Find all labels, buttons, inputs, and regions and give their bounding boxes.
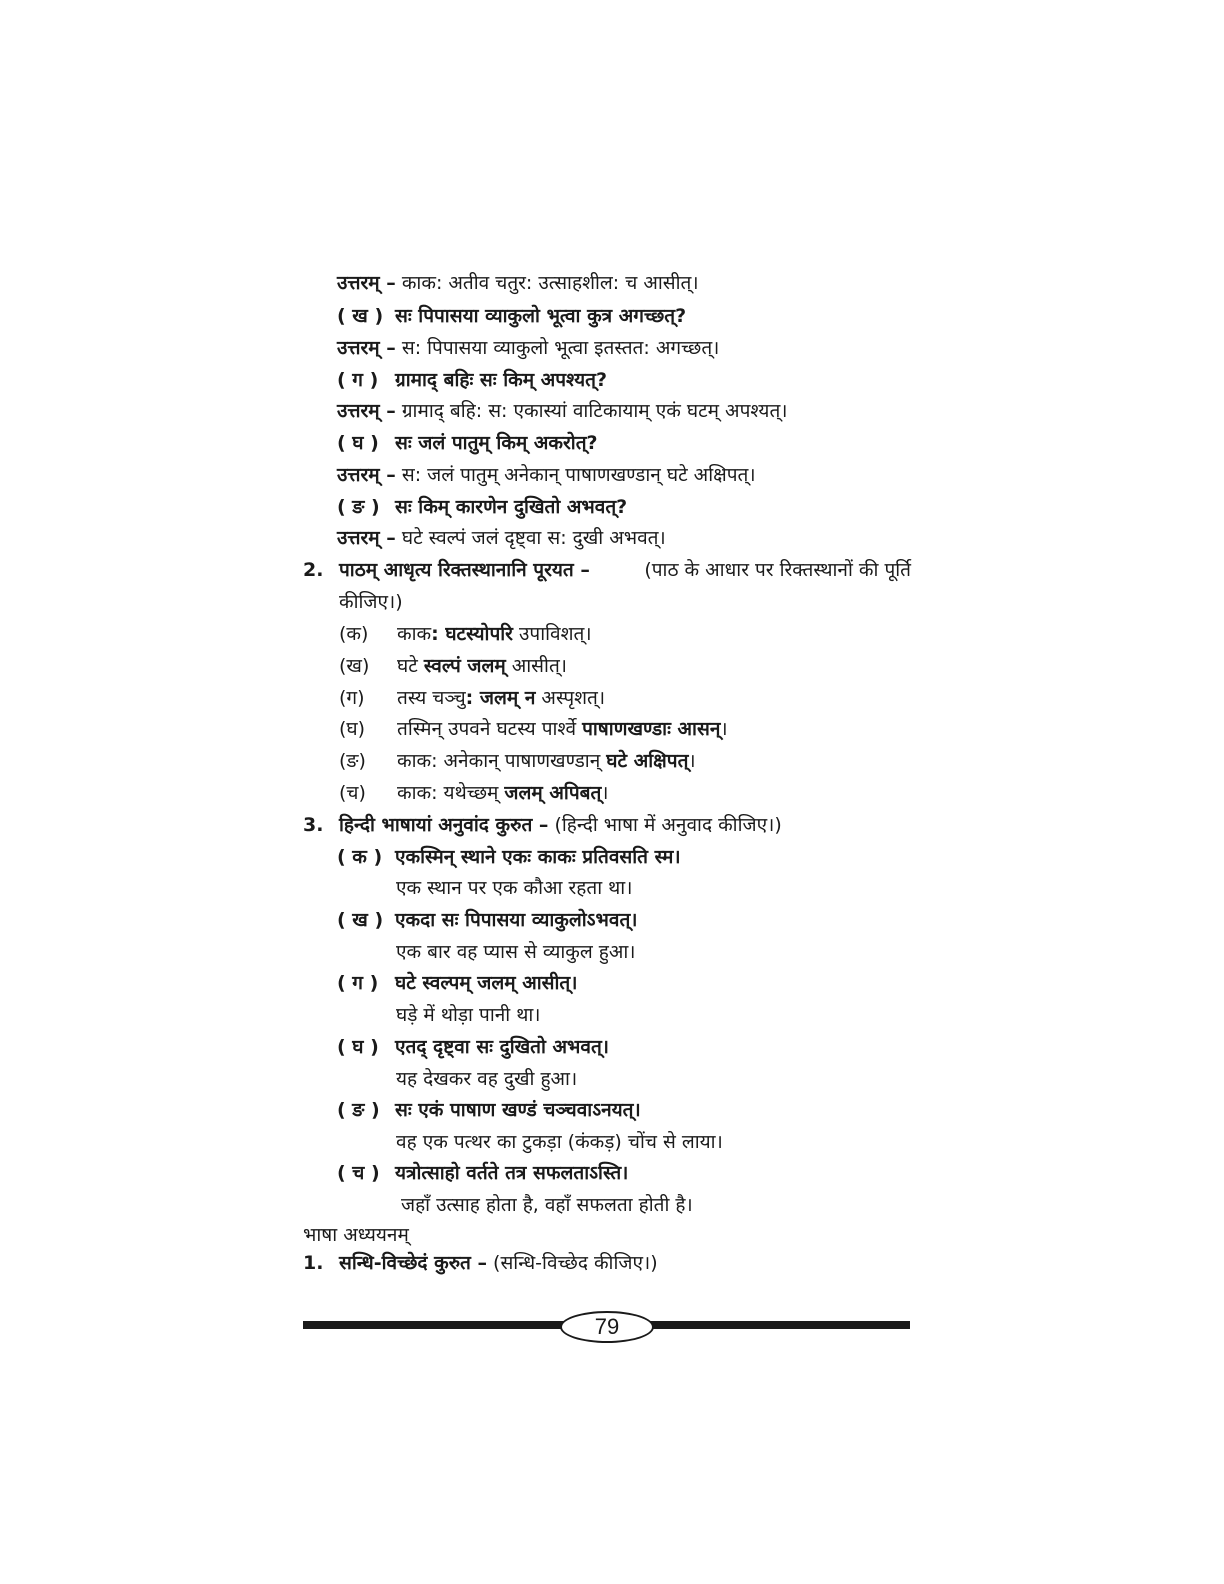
item-number: 1. <box>303 1252 324 1274</box>
question-hint-continued: कीजिए।) <box>339 591 403 613</box>
item-answer: पाषाणखण्डाः आसन् <box>582 718 721 740</box>
sanskrit-text: एकस्मिन् स्थाने एकः काकः प्रतिवसति स्म। <box>395 846 681 868</box>
item-label: (क) <box>339 623 369 645</box>
question-text: सः जलं पातुम् किम् अकरोत्? <box>395 432 598 454</box>
answer-line <box>337 335 719 361</box>
footer-rule-right <box>645 1321 910 1329</box>
item-label: ( च ) <box>337 1162 380 1184</box>
sanskrit-text: एतद् दृष्ट्वा सः दुखितो अभवत्। <box>395 1036 610 1058</box>
translate-item <box>337 970 577 996</box>
hindi-translation: यह देखकर वह दुखी हुआ। <box>396 1068 578 1090</box>
item-label: (ग) <box>339 687 365 709</box>
item-label: (च) <box>339 782 366 804</box>
item-text: काक <box>397 623 432 645</box>
sanskrit-text: घटे स्वल्पम् जलम् आसीत्। <box>395 972 578 994</box>
item-label: (ख) <box>339 655 370 677</box>
item-text: । <box>720 718 728 740</box>
question-label: ( ग ) <box>337 369 379 391</box>
item-text: अस्पृशत्। <box>535 687 606 709</box>
answer-text: स: जलं पातुम् अनेकान् पाषाणखण्डान् घटे अक्षिपत्। <box>401 464 756 486</box>
answer-line <box>337 462 756 488</box>
question-text: सः पिपासया व्याकुलो भूत्वा कुत्र अगच्छत्? <box>395 305 687 327</box>
question-line <box>337 303 686 329</box>
sanskrit-text: एकदा सः पिपासया व्याकुलोऽभवत्। <box>395 909 638 931</box>
question-label: ( घ ) <box>337 432 379 454</box>
question-2-heading <box>303 557 911 583</box>
item-text: घटे <box>397 655 424 677</box>
sanskrit-text: सः एकं पाषाण खण्डं चञ्चवाऽनयत्। <box>395 1099 641 1121</box>
fill-item <box>339 748 696 774</box>
item-text: आसीत्। <box>505 655 567 677</box>
question-hint: (हिन्दी भाषा में अनुवाद कीजिए।) <box>554 814 782 836</box>
question-title: पाठम् आधृत्य रिक्तस्थानानि पूरयत – <box>339 559 590 581</box>
item-text: काक: यथेच्छम् <box>397 782 505 804</box>
item-answer: जलम् अपिबत् <box>504 782 602 804</box>
question-text: ग्रामाद् बहिः सः किम् अपश्यत्? <box>395 369 607 391</box>
item-title: सन्धि-विच्छेदं कुरुत – <box>339 1252 487 1274</box>
page-number: 79 <box>560 1311 654 1343</box>
answer-label: उत्तरम् – <box>337 400 396 422</box>
fill-item <box>339 716 728 742</box>
hindi-translation: एक बार वह प्यास से व्याकुल हुआ। <box>396 941 636 963</box>
answer-label: उत्तरम् – <box>337 527 396 549</box>
answer-label: उत्तरम् – <box>337 464 396 486</box>
item-label: ( क ) <box>337 846 383 868</box>
answer-label: उत्तरम् – <box>337 337 396 359</box>
item-text: उपाविशत्। <box>512 623 592 645</box>
item-label: ( ख ) <box>337 909 384 931</box>
item-answer: : घटस्योपरि <box>431 623 513 645</box>
question-text: सः किम् कारणेन दुखितो अभवत्? <box>395 496 628 518</box>
item-label: (घ) <box>339 718 366 740</box>
translate-item <box>337 844 681 870</box>
section-title: भाषा अध्ययनम् <box>303 1224 409 1246</box>
question-3-heading <box>303 812 782 838</box>
question-number: 2. <box>303 559 324 581</box>
question-title: हिन्दी भाषायां अनुवांद कुरुत – <box>339 814 549 836</box>
translate-item <box>337 1034 609 1060</box>
item-text: काक: अनेकान् पाषाणखण्डान् <box>397 750 607 772</box>
question-line <box>337 430 598 456</box>
item-answer: घटे अक्षिपत् <box>606 750 689 772</box>
answer-line <box>337 525 666 551</box>
translate-item <box>337 907 638 933</box>
hindi-translation: एक स्थान पर एक कौआ रहता था। <box>396 877 633 899</box>
question-hint: (पाठ के आधार पर रिक्तस्थानों की पूर्ति <box>644 559 911 581</box>
hindi-translation: जहाँ उत्साह होता है, वहाँ सफलता होती है। <box>401 1194 693 1216</box>
answer-text: काक: अतीव चतुर: उत्साहशील: च आसीत्। <box>401 272 699 294</box>
question-number: 3. <box>303 814 324 836</box>
item-answer: : जलम् न <box>465 687 536 709</box>
answer-text: ग्रामाद् बहि: स: एकास्यां वाटिकायाम् एकं घटम् अपश्यत्। <box>401 400 788 422</box>
question-label: ( ख ) <box>337 305 384 327</box>
item-text: तस्मिन् उपवने घटस्य पार्श्वे <box>397 718 583 740</box>
item-text: । <box>688 750 696 772</box>
item-label: ( घ ) <box>337 1036 379 1058</box>
fill-item <box>339 621 592 647</box>
question-line <box>337 367 607 393</box>
fill-item <box>339 685 605 711</box>
answer-text: स: पिपासया व्याकुलो भूत्वा इतस्तत: अगच्छत्। <box>401 337 720 359</box>
sanskrit-text: यत्रोत्साहो वर्तते तत्र सफलताऽस्ति। <box>395 1162 629 1184</box>
translate-item <box>337 1097 641 1123</box>
question-line <box>337 494 627 520</box>
answer-label: उत्तरम् – <box>337 272 396 294</box>
answer-line <box>337 270 699 296</box>
hindi-translation: घड़े में थोड़ा पानी था। <box>396 1004 541 1026</box>
item-text: । <box>601 782 609 804</box>
fill-item <box>339 653 567 679</box>
fill-item <box>339 780 609 806</box>
section-item-1 <box>303 1250 658 1276</box>
answer-line <box>337 398 788 424</box>
answer-text: घटे स्वल्पं जलं दृष्ट्वा स: दुखी अभवत्। <box>401 527 666 549</box>
item-label: (ङ) <box>339 750 366 772</box>
hindi-translation: वह एक पत्थर का टुकड़ा (कंकड़) चोंच से लाया। <box>396 1131 723 1153</box>
footer-rule-left <box>303 1321 565 1329</box>
item-label: ( ग ) <box>337 972 379 994</box>
item-label: ( ङ ) <box>337 1099 380 1121</box>
item-text: तस्य चञ्चु <box>397 687 466 709</box>
item-hint: (सन्धि-विच्छेद कीजिए।) <box>493 1252 658 1274</box>
translate-item <box>337 1160 628 1186</box>
question-label: ( ङ ) <box>337 496 380 518</box>
item-answer: स्वल्पं जलम् <box>423 655 506 677</box>
